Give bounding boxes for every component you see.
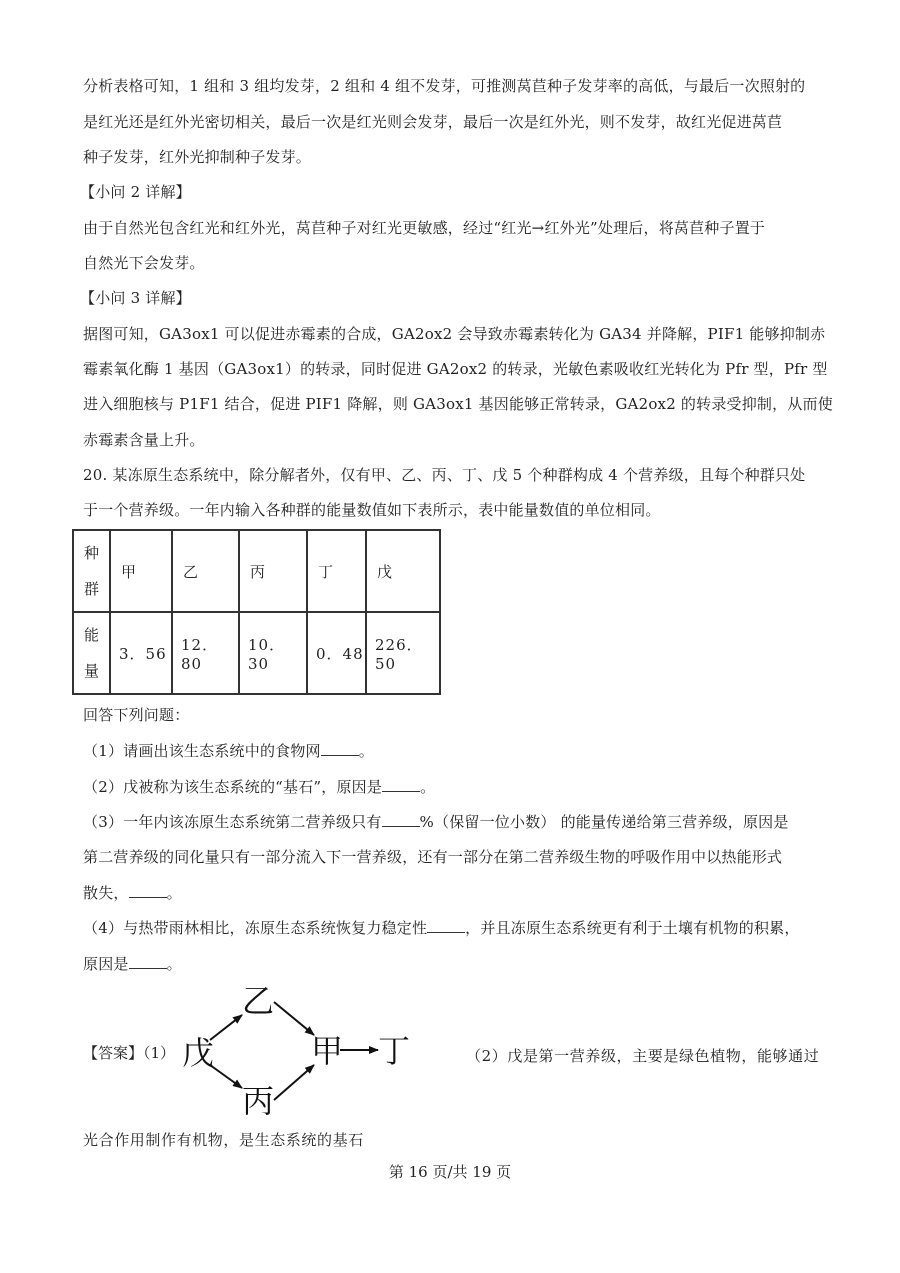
question-3-text: 散失，: [83, 884, 129, 902]
node-bing: 丙: [241, 1082, 275, 1120]
node-wu: 戊: [181, 1034, 215, 1072]
question-3-text: %（保留一位小数） 的能量传递给第三营养级，原因是: [419, 813, 789, 831]
subquestion-2-text-line: 自然光下会发芽。: [83, 254, 205, 272]
energy-cell: 3．56: [110, 612, 172, 694]
population-cell: 甲: [110, 530, 172, 612]
analysis-text-line: 分析表格可知，1 组和 3 组均发芽，2 组和 4 组不发芽，可推测莴苣种子发芽率的高低，与最后一次照射的: [83, 77, 806, 95]
subquestion-3-text-line: 赤霉素含量上升。: [83, 431, 205, 449]
question-3-line: [83, 812, 789, 831]
prompt-text: 回答下列问题：: [83, 706, 190, 724]
answer-blank: [129, 954, 167, 969]
subquestion-3-text-line: 据图可知，GA3ox1 可以促进赤霉素的合成，GA2ox2 会导致赤霉素转化为 GA34 并降解，PIF1 能够抑制赤: [83, 325, 826, 343]
energy-cell: 0．48: [307, 612, 366, 694]
population-row: [73, 530, 440, 612]
arrow-yi-to-jia: [274, 1002, 314, 1035]
arrow-bing-to-jia: [274, 1065, 314, 1100]
population-cell: 丙: [239, 530, 307, 612]
food-web-diagram: [170, 980, 420, 1120]
answer-label: 【答案】（1）: [83, 1044, 176, 1062]
answer-blank: [129, 883, 167, 898]
row-header-energy: [73, 612, 110, 694]
population-cell: 丁: [307, 530, 366, 612]
energy-row: [73, 612, 440, 694]
analysis-text-line: 种子发芽，红外光抑制种子发芽。: [83, 148, 312, 166]
question-3-end: 。: [166, 884, 182, 902]
question-4-end: 。: [166, 955, 182, 973]
question-1: [83, 741, 374, 760]
row-header-char: 种: [83, 544, 99, 562]
question-20-stem-line: 于一个营养级。一年内输入各种群的能量数值如下表所示，表中能量数值的单位相同。: [83, 501, 661, 519]
subquestion-3-text-line: 进入细胞核与 P1F1 结合，促进 PIF1 降解，则 GA3ox1 基因能够正常转录，GA2ox2 的转录受抑制，从而使: [83, 395, 833, 413]
energy-cell: 10．30: [239, 612, 307, 694]
answer-blank: [382, 777, 420, 792]
question-4-text: ，并且冻原生态系统更有利于土壤有机物的积累，: [465, 919, 800, 937]
answer-blank: [382, 812, 420, 827]
question-4-text: （4）与热带雨林相比，冻原生态系统恢复力稳定性: [83, 919, 428, 937]
analysis-text-line: 是红光还是红外光密切相关，最后一次是红光则会发芽，最后一次是红外光，则不发芽，故红光促进莴苣: [83, 113, 783, 131]
question-4-text: 原因是: [83, 955, 129, 973]
row-header-char: 能: [83, 626, 99, 644]
question-3-line: [83, 883, 182, 902]
question-3-line: 第二营养级的同化量只有一部分流入下一营养级，还有一部分在第二营养级生物的呼吸作用中以热能形式: [83, 848, 783, 866]
answer-part-2: （2）戊是第一营养级，主要是绿色植物，能够通过: [466, 1047, 820, 1065]
row-header-char: 量: [83, 662, 99, 680]
subquestion-2-text-line: 由于自然光包含红光和红外光，莴苣种子对红光更敏感，经过“红光→红外光”处理后，将莴苣种子置于: [83, 219, 766, 237]
population-cell: 乙: [172, 530, 239, 612]
question-4-line: [83, 954, 182, 973]
question-20-stem-line: 20. 某冻原生态系统中，除分解者外，仅有甲、乙、丙、丁、戊 5 个种群构成 4 个营养级，且每个种群只处: [83, 466, 806, 484]
arrow-wu-to-bing: [210, 1065, 242, 1088]
answer-part-2-continued: 光合作用制作有机物，是生态系统的基石: [83, 1131, 364, 1149]
question-4-line: [83, 918, 800, 937]
arrow-wu-to-yi: [210, 1015, 242, 1040]
answer-blank: [427, 918, 465, 933]
node-jia: 甲: [310, 1032, 344, 1070]
question-1-text: （1）请画出该生态系统中的食物网: [83, 742, 321, 760]
node-ding: 丁: [377, 1032, 411, 1070]
page-footer: 第 16 页/共 19 页: [388, 1163, 512, 1181]
energy-cell: 226．50: [366, 612, 440, 694]
answer-blank: [321, 741, 359, 756]
question-2-end: 。: [420, 778, 436, 796]
subquestion-3-text-line: 霉素氧化酶 1 基因（GA3ox1）的转录，同时促进 GA2ox2 的转录，光敏色素吸收红光转化为 Pfr 型，Pfr 型: [83, 360, 828, 378]
subquestion-2-heading: 【小问 2 详解】: [80, 183, 191, 201]
row-header-char: 群: [83, 580, 99, 598]
energy-cell: 12．80: [172, 612, 239, 694]
question-1-end: 。: [358, 742, 374, 760]
population-cell: 戊: [366, 530, 440, 612]
row-header-population: [73, 530, 110, 612]
question-2: [83, 777, 435, 796]
node-yi: 乙: [241, 982, 275, 1020]
question-2-text: （2）戊被称为该生态系统的“基石”，原因是: [83, 778, 383, 796]
energy-table: [72, 529, 441, 695]
subquestion-3-heading: 【小问 3 详解】: [80, 289, 191, 307]
question-3-text: （3）一年内该冻原生态系统第二营养级只有: [83, 813, 382, 831]
